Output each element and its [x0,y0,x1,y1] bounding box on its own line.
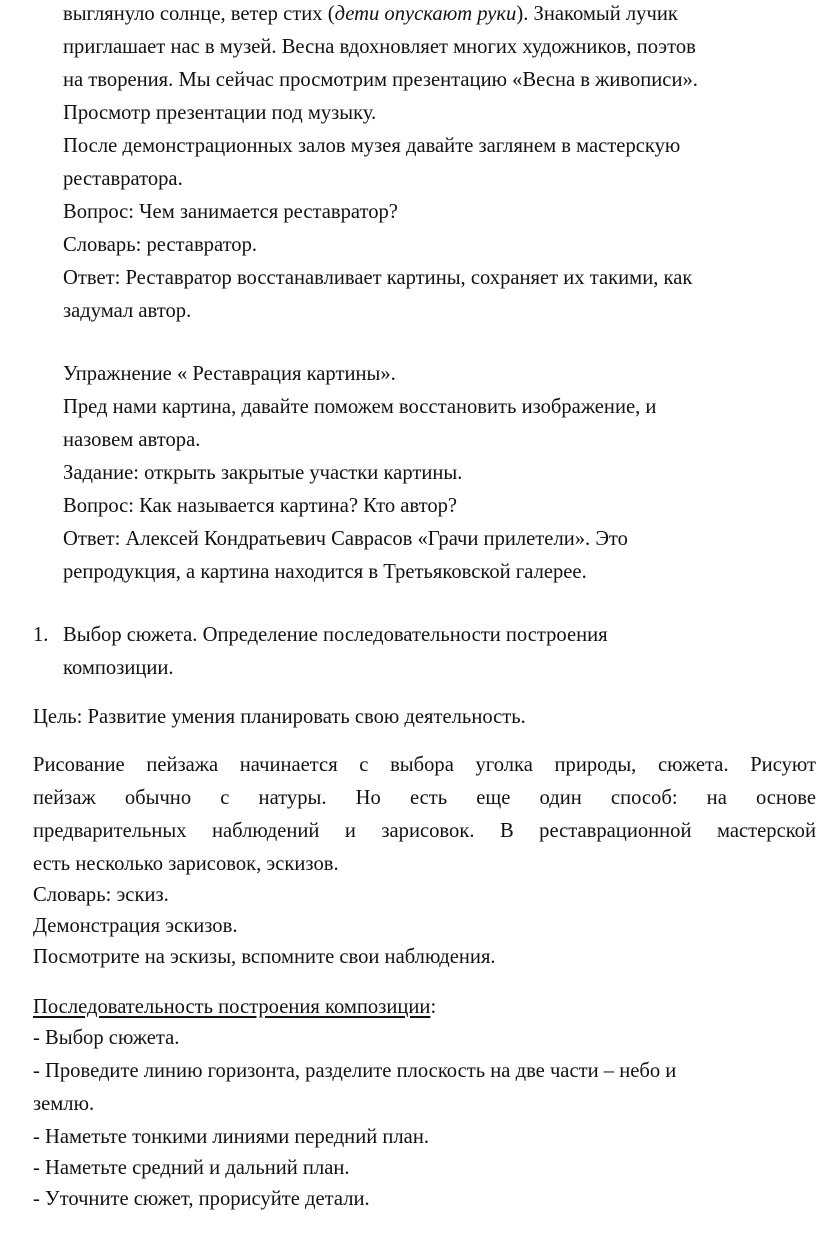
sequence-step-1: - Выбор сюжета. [33,1027,180,1049]
intro-line-5: После демонстрационных залов музея давайте заглянем в мастерскую [63,135,681,157]
sequence-step-4: - Наметьте средний и дальний план. [33,1157,350,1179]
sequence-heading [33,995,436,1019]
exercise-task: Задание: открыть закрытые участки картины. [63,462,463,484]
paragraph-demo: Демонстрация эскизов. [33,915,238,937]
intro-answer-line-2: задумал автор. [63,300,192,322]
intro-text: выглянуло солнце, ветер стих ( [63,3,335,25]
goal-line: Цель: Развитие умения планировать свою деятельность. [33,706,526,728]
intro-answer-line-1: Ответ: Реставратор восстанавливает картины, сохраняет их такими, как [63,267,693,289]
intro-italic-remark: дети опускают руки [334,3,517,25]
sequence-step-2-cont: землю. [33,1093,95,1115]
list-item-number: 1. [33,624,49,646]
sequence-heading-colon: : [430,996,437,1018]
paragraph-vocabulary: Словарь: эскиз. [33,884,169,906]
sequence-step-3: - Наметьте тонкими линиями передний план. [33,1126,429,1148]
sequence-step-2: - Проведите линию горизонта, разделите плоскость на две части – небо и [33,1060,677,1082]
intro-line-6: реставратора. [63,168,183,190]
paragraph-line-3: предварительных наблюдений и зарисовок. В реставрационной мастерской [33,820,816,842]
paragraph-line-2: пейзаж обычно с натуры. Но есть еще один способ: на основе [33,787,816,809]
exercise-question: Вопрос: Как называется картина? Кто автор? [63,495,458,517]
sequence-step-5: - Уточните сюжет, прорисуйте детали. [33,1188,370,1210]
exercise-title: Упражнение « Реставрация картины». [63,363,396,385]
list-item-line-1: Выбор сюжета. Определение последовательности построения [63,624,608,646]
intro-line-3: на творения. Мы сейчас просмотрим презентацию «Весна в живописи». [63,69,698,91]
intro-line-1 [63,2,678,26]
sequence-heading-text: Последовательность построения композиции [33,996,431,1018]
exercise-answer-line-1: Ответ: Алексей Кондратьевич Саврасов «Грачи прилетели». Это [63,528,628,550]
intro-line-4: Просмотр презентации под музыку. [63,102,377,124]
exercise-line-2: Пред нами картина, давайте поможем восстановить изображение, и [63,396,657,418]
paragraph-line-1: Рисование пейзажа начинается с выбора уголка природы, сюжета. Рисуют [33,754,816,776]
list-item-line-2: композиции. [63,657,174,679]
exercise-answer-line-2: репродукция, а картина находится в Третьяковской галерее. [63,561,587,583]
intro-vocabulary: Словарь: реставратор. [63,234,258,256]
intro-line-2: приглашает нас в музей. Весна вдохновляет многих художников, поэтов [63,36,696,58]
paragraph-line-4: есть несколько зарисовок, эскизов. [33,853,339,875]
exercise-line-3: назовем автора. [63,429,201,451]
intro-question: Вопрос: Чем занимается реставратор? [63,201,398,223]
intro-text: ). Знакомый лучик [516,3,678,25]
paragraph-instruction: Посмотрите на эскизы, вспомните свои наблюдения. [33,946,496,968]
